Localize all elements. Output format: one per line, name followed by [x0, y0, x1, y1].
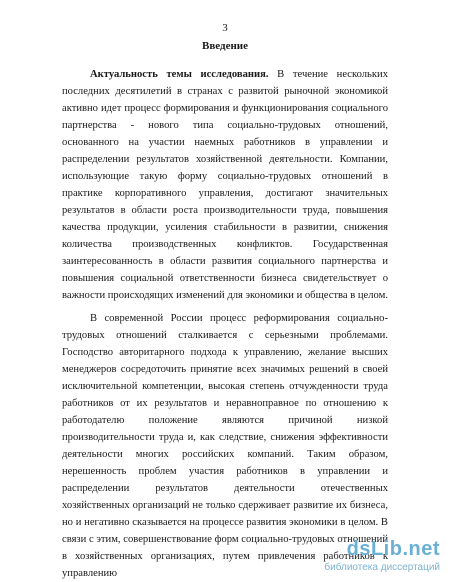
paragraph-relevance	[62, 66, 388, 304]
body-text	[62, 66, 388, 582]
watermark-logo: dsLib.net	[346, 538, 440, 560]
paragraph-lead: Актуальность темы исследования.	[90, 69, 269, 80]
paragraph-text: В течение нескольких последних десятилетий в странах с развитой рыночной экономикой активно идет процесс формирования и функционирования социального партнерства - нового типа социально-трудовых отношений, основанного на участии наемных работников в управлении и распределении результатов хозяйственной деятельности. Компании, использующие такую форму социально-трудовых отношений в практике корпоративного управления, достигают значительных результатов в области роста производительности труда, повышения качества продукции, усиления стабильности в развитии, снижения количества производственных конфликтов. Государственная заинтересованность в области развития социального партнерства и повышения социальной ответственности бизнеса свидетельствует о важности происходящих изменений для экономики и общества в целом.	[62, 69, 388, 301]
watermark	[322, 538, 440, 576]
page-number: 3	[222, 22, 228, 34]
section-heading: Введение	[201, 40, 249, 52]
paragraph-russia: В современной России процесс реформирования социально-трудовых отношений сталкивается с серьезными проблемами. Господство авторитарного подхода к управлению, желание высших менеджеров сосредоточить принятие всех значимых решений в своей исключительной компетенции, высокая степень отчужденности труда работников от их результатов и неравноправное по отношению к работодателю положение являются причиной низкой производительности труда и, как следствие, снижения эффективности деятельности многих российских компаний. Таким образом, нерешенность проблем участия работников в управлении и распределении результатов деятельности отечественных хозяйственных организаций не только сдерживает развитие их бизнеса, но и негативно сказывается на процессе развития экономики в целом. В связи с этим, совершенствование форм социально-трудовых отношений в хозяйственных организациях, путем привлечения работников к управлению	[62, 313, 388, 579]
watermark-caption: библиотека диссертаций	[324, 562, 440, 573]
